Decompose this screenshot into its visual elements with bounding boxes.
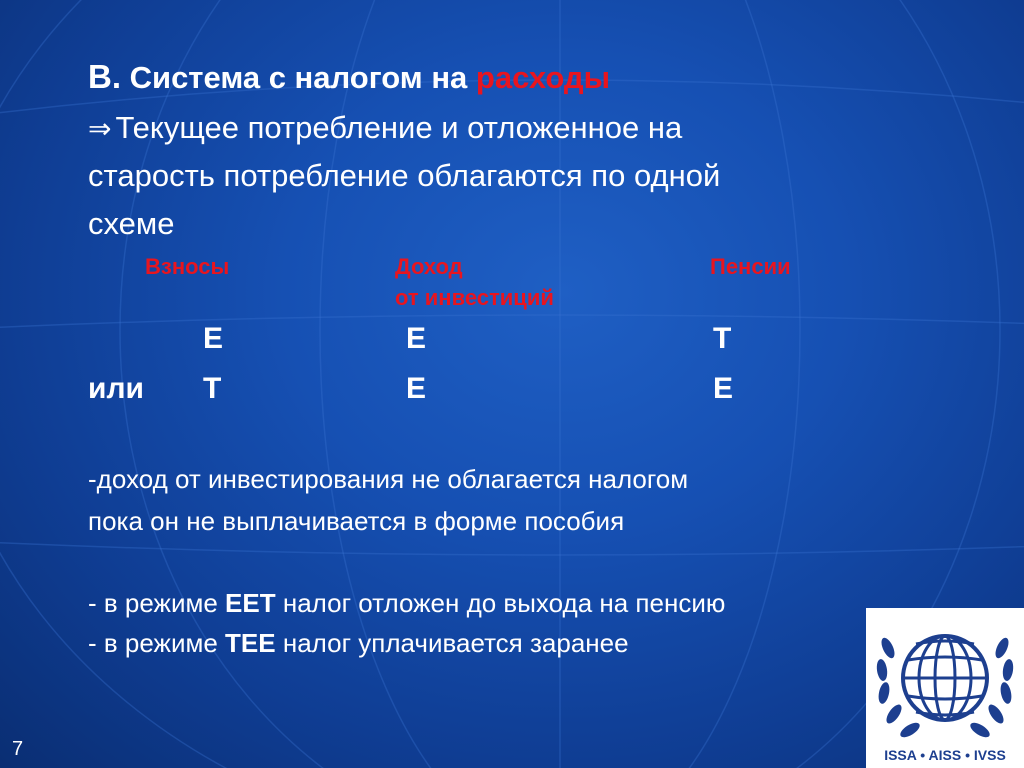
- row2-investment: E: [406, 372, 427, 405]
- column-header-contributions: Взносы: [145, 254, 230, 279]
- row2-label: или: [88, 372, 144, 405]
- intro-text-1: Текущее потребление и отложенное на: [115, 110, 683, 145]
- row1-pensions: T: [713, 322, 732, 355]
- column-header-pensions: Пенсии: [710, 254, 791, 279]
- slide-number: 7: [12, 738, 24, 760]
- tee-prefix: - в режиме: [88, 628, 226, 658]
- implies-arrow-icon: ⇒: [88, 113, 112, 144]
- intro-line-3: схеме: [88, 206, 175, 241]
- intro-line-1: [88, 110, 682, 146]
- column-header-investment-1: Доход: [395, 254, 463, 279]
- heading-text: Система с налогом на: [129, 60, 468, 95]
- note-line-2: пока он не выплачивается в форме пособия: [88, 506, 625, 536]
- tee-suffix: налог уплачивается заранее: [275, 628, 629, 658]
- note-line-1: -доход от инвестирования не облагается налогом: [88, 464, 689, 494]
- eet-suffix: налог отложен до выхода на пенсию: [275, 588, 726, 618]
- tee-line: [88, 628, 629, 659]
- issa-logo: [866, 608, 1024, 768]
- row2-pensions: E: [713, 372, 734, 405]
- eet-line: [88, 588, 725, 619]
- column-header-investment-2: от инвестиций: [395, 285, 554, 310]
- eet-prefix: - в режиме: [88, 588, 226, 618]
- heading-accent: расходы: [475, 60, 611, 95]
- row2-contributions: T: [203, 372, 222, 405]
- eet-code: EET: [225, 588, 276, 618]
- heading-prefix: В.: [88, 58, 121, 95]
- tee-code: TEE: [225, 628, 276, 658]
- issa-globe-laurel-icon: [866, 608, 1024, 768]
- intro-line-2: старость потребление облагаются по одной: [88, 158, 721, 193]
- row1-contributions: E: [203, 322, 224, 355]
- logo-text: ISSA • AISS • IVSS: [884, 747, 1006, 763]
- slide-heading: [88, 58, 610, 96]
- row1-investment: E: [406, 322, 427, 355]
